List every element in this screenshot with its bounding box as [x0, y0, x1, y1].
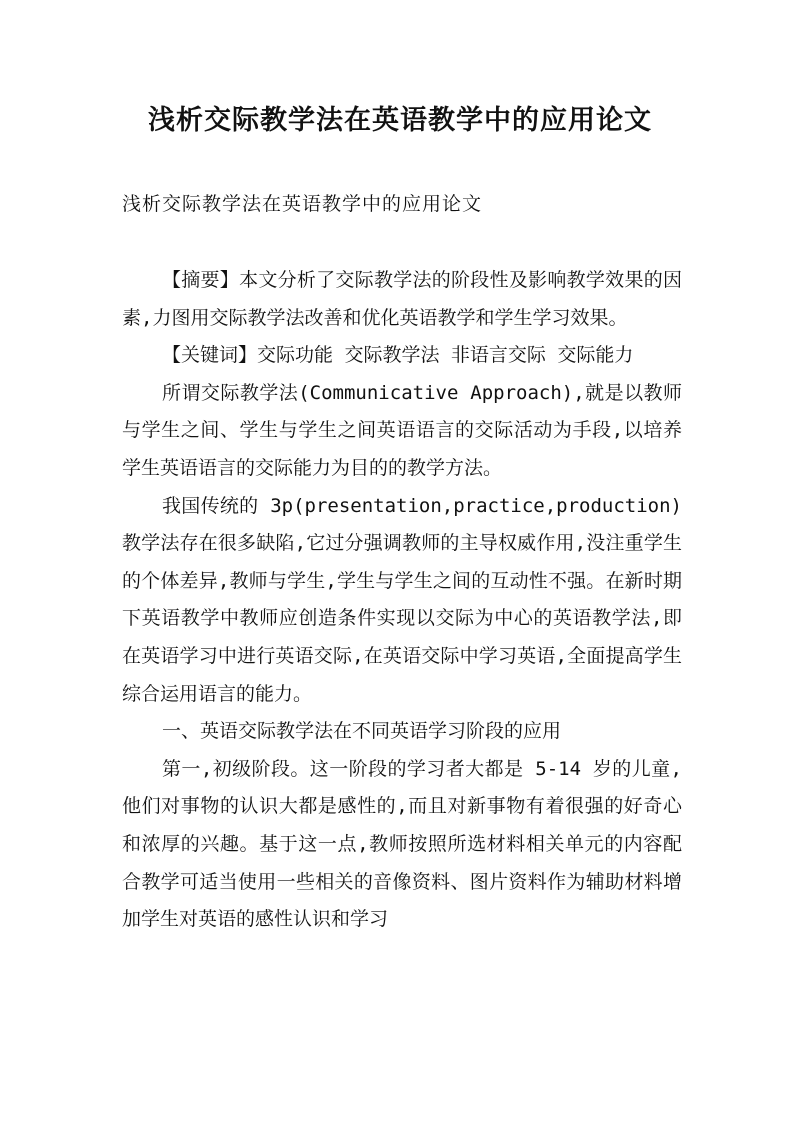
document-body: [122, 262, 682, 939]
keywords-paragraph: 【关键词】交际功能 交际教学法 非语言交际 交际能力: [162, 344, 634, 367]
document-title: 浅析交际教学法在英语教学中的应用论文: [148, 105, 652, 136]
body-paragraph: 所谓交际教学法(Communicative Approach),就是以教师与学生之间、学生与学生之间英语语言的交际活动为手段,以培养学生英语语言的交际能力为目的的教学方法。: [122, 381, 682, 479]
abstract-paragraph: 【摘要】本文分析了交际教学法的阶段性及影响教学效果的因素,力图用交际教学法改善和优化英语教学和学生学习效果。: [122, 269, 682, 329]
section-heading: 一、英语交际教学法在不同英语学习阶段的应用: [162, 720, 562, 743]
document-subtitle: 浅析交际教学法在英语教学中的应用论文: [122, 193, 483, 215]
body-paragraph: 第一,初级阶段。这一阶段的学习者大都是 5-14 岁的儿童,他们对事物的认识大都是感性的,而且对新事物有着很强的好奇心和浓厚的兴趣。基于这一点,教师按照所选材料相关单元的内容配合教学可适当使用一些相关的音像资料、图片资料作为辅助材料增加学生对英语的感性认识和学习: [122, 757, 682, 931]
body-paragraph: 我国传统的 3p(presentation,practice,production)教学法存在很多缺陷,它过分强调教师的主导权威作用,没注重学生的个体差异,教师与学生,学生与学生之间的互动性不强。在新时期下英语教学中教师应创造条件实现以交际为中心的英语教学法,即在英语学习中进行英语交际,在英语交际中学习英语,全面提高学生综合运用语言的能力。: [122, 494, 682, 705]
